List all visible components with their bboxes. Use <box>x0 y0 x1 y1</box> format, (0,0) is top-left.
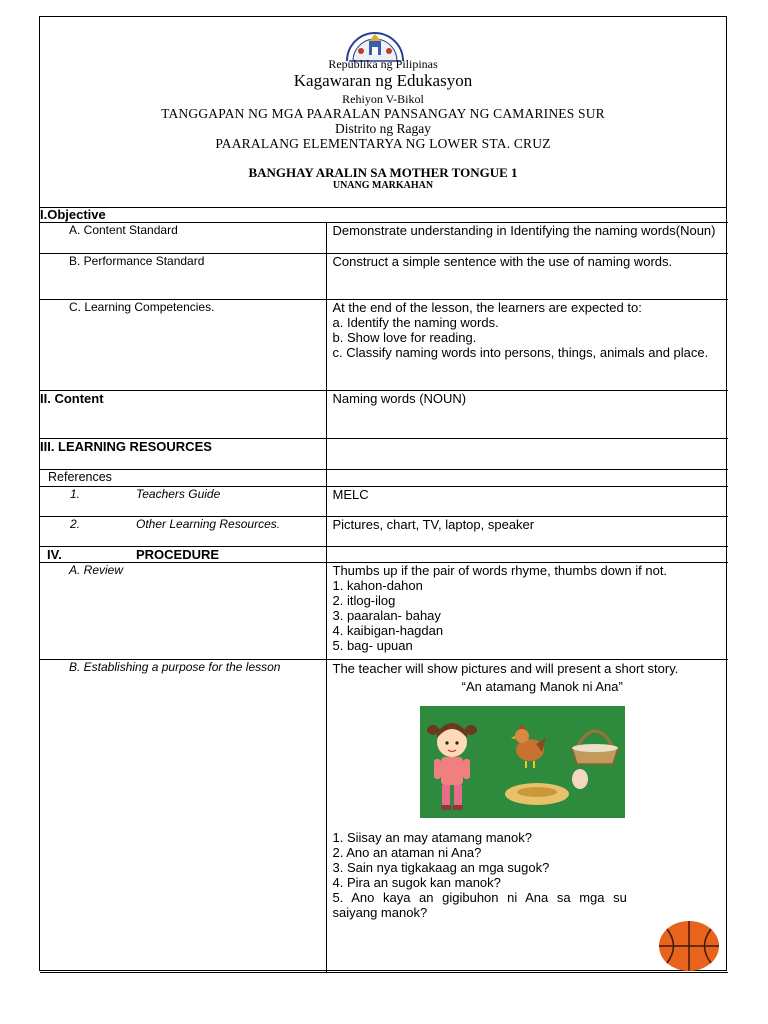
performance-standard-value: Construct a simple sentence with the use of naming words. <box>326 254 728 300</box>
competency-item: c. Classify naming words into persons, things, animals and place. <box>332 345 709 360</box>
division-line: TANGGAPAN NG MGA PAARALAN PANSANGAY NG CAMARINES SUR <box>161 106 605 121</box>
resources-heading: III. LEARNING RESOURCES <box>40 439 326 470</box>
basketball-icon <box>658 920 720 972</box>
procedure-number: IV. <box>47 547 62 562</box>
story-picture <box>420 706 625 818</box>
item-number: 1. <box>70 487 81 501</box>
purpose-row <box>40 660 728 973</box>
review-item: 2. itlog-ilog <box>332 593 396 608</box>
other-resources-row <box>40 517 728 547</box>
competencies-label: C. Learning Competencies. <box>40 300 326 391</box>
lesson-plan-table <box>40 207 728 973</box>
references-row <box>40 470 728 487</box>
item-number: 2. <box>70 517 81 531</box>
purpose-intro: The teacher will show pictures and will present a short story. <box>332 661 679 676</box>
resources-row <box>40 439 728 470</box>
procedure-heading <box>40 547 326 563</box>
district-line: Distrito ng Ragay <box>335 121 431 136</box>
story-title: “An atamang Manok ni Ana” <box>461 679 623 694</box>
content-standard-row <box>40 223 728 254</box>
review-item: 1. kahon-dahon <box>332 578 423 593</box>
teachers-guide-text: Teachers Guide <box>136 487 221 501</box>
review-intro: Thumbs up if the pair of words rhyme, thumbs down if not. <box>332 563 668 578</box>
question-item: saiyang manok? <box>332 905 428 920</box>
other-resources-label <box>40 517 326 547</box>
content-value: Naming words (NOUN) <box>326 391 728 439</box>
republic-line: Republika ng Pilipinas <box>328 57 438 71</box>
competency-item: b. Show love for reading. <box>332 330 477 345</box>
purpose-label: B. Establishing a purpose for the lesson <box>40 660 326 973</box>
department-line: Kagawaran ng Edukasyon <box>293 71 473 90</box>
egg-icon <box>572 769 588 789</box>
document-header <box>40 17 726 208</box>
nest-icon <box>505 783 569 805</box>
competency-item: a. Identify the naming words. <box>332 315 499 330</box>
teachers-guide-value: MELC <box>326 487 728 517</box>
lesson-plan-page <box>39 16 727 971</box>
content-row <box>40 391 728 439</box>
content-heading: II. Content <box>40 391 326 439</box>
question-item: 2. Ano an ataman ni Ana? <box>332 845 482 860</box>
other-resources-text: Other Learning Resources. <box>136 517 281 531</box>
resources-empty-cell <box>326 439 728 470</box>
performance-standard-row <box>40 254 728 300</box>
question-item: 4. Pira an sugok kan manok? <box>332 875 501 890</box>
question-item: 1. Siisay an may atamang manok? <box>332 830 532 845</box>
review-row <box>40 563 728 660</box>
procedure-empty-cell <box>326 547 728 563</box>
review-label: A. Review <box>40 563 326 660</box>
procedure-text: PROCEDURE <box>136 547 220 562</box>
other-resources-value: Pictures, chart, TV, laptop, speaker <box>326 517 728 547</box>
references-empty-cell <box>326 470 728 487</box>
school-line: PAARALANG ELEMENTARYA NG LOWER STA. CRUZ <box>215 136 551 151</box>
content-standard-value: Demonstrate understanding in Identifying the naming words(Noun) <box>326 223 728 254</box>
teachers-guide-row <box>40 487 728 517</box>
question-item: 3. Sain nya tigkakaag an mga sugok? <box>332 860 550 875</box>
competencies-value <box>326 300 728 391</box>
review-item: 4. kaibigan-hagdan <box>332 623 444 638</box>
region-line: Rehiyon V-Bikol <box>342 92 424 106</box>
content-standard-label: A. Content Standard <box>40 223 326 254</box>
question-item: 5. Ano kaya an gigibuhon ni Ana sa mga su <box>332 890 627 905</box>
review-item: 3. paaralan- bahay <box>332 608 441 623</box>
review-item: 5. bag- upuan <box>332 638 413 653</box>
document-title: BANGHAY ARALIN SA MOTHER TONGUE 1 <box>248 165 518 180</box>
competencies-row <box>40 300 728 391</box>
procedure-row <box>40 547 728 563</box>
quarter-label: UNANG MARKAHAN <box>332 180 434 191</box>
review-value <box>326 563 728 660</box>
objective-row <box>40 207 728 223</box>
competencies-intro: At the end of the lesson, the learners are expected to: <box>332 300 642 315</box>
teachers-guide-label <box>40 487 326 517</box>
performance-standard-label: B. Performance Standard <box>40 254 326 300</box>
references-label: References <box>40 470 326 487</box>
objective-heading: I.Objective <box>40 207 728 223</box>
